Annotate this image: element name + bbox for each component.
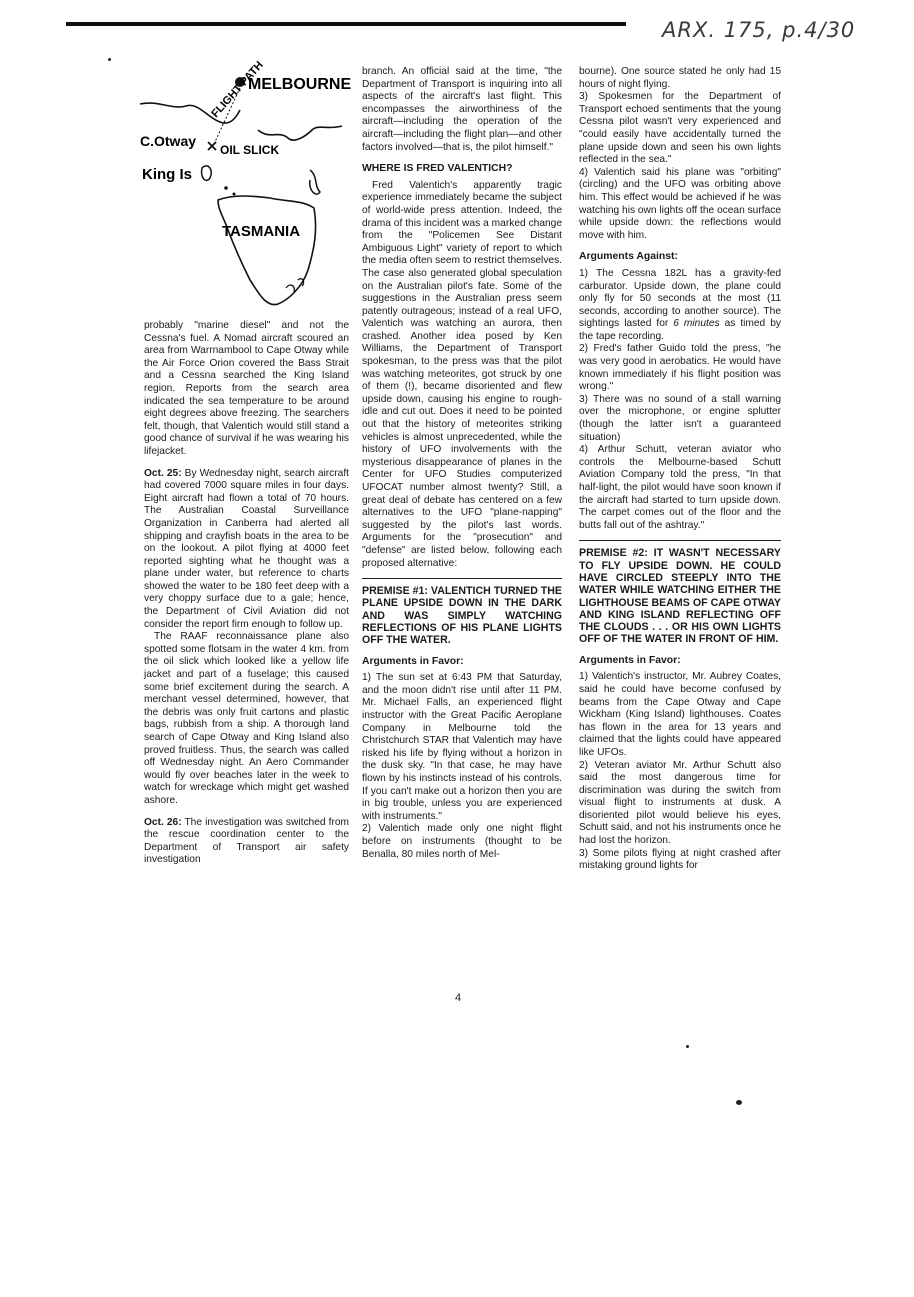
paragraph-text: The investigation was switched from the rescue coordination center to the Department of Transport air safety investigation <box>144 816 349 866</box>
melbourne-label: MELBOURNE <box>248 76 352 93</box>
paragraph: Fred Valentich's apparently tragic experience immediately became the subject of world-wide press attention. Indeed, the drama of this incident was a marked change from the "Policemen See Distant Ambiguous Light" variety of report to which the media often seem to restrict themselves. The case also generated global speculation on the Australian pilot's fate. Some of the suggestions in the Australian press seem patently outrageous; instead of a real UFO, Valentich was watching an aurora, then crashed. Another idea posed by Ken Williams, the Department of Transport spokesman, to the press was that the pilot was watching meteorites, got struck by one of them (!), became disoriented and flew upside down, causing his engine to rough-idle and cut out. Does it need to be pointed out that the history of meteorites striking vehicles is almost unprecedented, while the history of UFO involvements with the mysterious disappearance of planes in the Center for UFO Studies computerized UFOCAT number almost twenty? Still, a great deal of debate has centered on a few alternatives to the UFO "plane-napping" suggested by the pilot's last words. Arguments for the "prosecution" and "defense" are listed below, following each proposed alternative: <box>362 179 562 569</box>
arguments-heading: Arguments in Favor: <box>579 654 681 666</box>
column-1 <box>144 320 349 867</box>
paragraph: branch. An official said at the time, "the Department of Transport is inquiring into all aspects of the aircraft's last flight. This encompasses the airworthiness of the aircraft—including the operation of the aircraft—including the flight plan—and other factors involved—that is, the pilot himself." <box>362 66 562 153</box>
king-island-shape <box>202 166 212 180</box>
argument-item: 1) Valentich's instructor, Mr. Aubrey Coates, said he could have become confused by beams from the Cape Otway and Cape Wickham (King Island) lighthouses. Coates has flown in the area for 13 years and claimed that the lights could have appeared like UFOs. <box>579 671 781 758</box>
argument-text: as timed by the tape recording. <box>579 318 781 342</box>
islet-dot <box>233 193 236 196</box>
archive-reference: ARX. 175, p.4/30 <box>662 18 856 42</box>
arguments-heading: Arguments in Favor: <box>362 655 464 667</box>
paragraph: The RAAF reconnaissance plane also spotted some flotsam in the water 4 km. from the oil slick which looked like a yellow life jacket and part of a fuselage; this caused some brief excitement during the search. A merchant vessel determined, however, that the debris was only fruit cartons and plastic bags, rubbish from a ship. A thorough land search of Cape Otway and King Island also proved fruitless. Thus, the search was called off Wednesday night. An Aero Commander would fly over beaches later in the week to watch for wreckage which might get washed ashore. <box>144 631 349 806</box>
scan-speck <box>686 1045 689 1048</box>
flinders-island-shape <box>310 170 320 194</box>
argument-text: 1) The Cessna 182L has a gravity-fed carburator. Upside down, the plane could only fly for 50 seconds at the most (11 seconds, according to another source). The sightings lasted for <box>579 267 781 330</box>
map-drawing <box>138 60 352 316</box>
tasmania-label: TASMANIA <box>222 223 301 240</box>
column-2 <box>362 66 562 861</box>
argument-item <box>579 268 781 344</box>
islet-dot <box>224 186 228 190</box>
oil-slick-label: OIL SLICK <box>220 143 280 157</box>
emphasis-text: 6 minutes <box>673 318 720 330</box>
paragraph: probably "marine diesel" and not the Cessna's fuel. A Nomad aircraft scoured an area from Warrnambool to Cape Otway while the Air Force Orion covered the Bass Strait and a Cessna searched the King Island region. Reports from the search area indicated the sea temperature to be around eight degrees above freezing. The searchers felt, though, that Valentich would still stand a good chance of survival if he was wearing his lifejacket. <box>144 320 349 457</box>
paragraph-oct-26 <box>144 817 349 867</box>
flight-path-map <box>138 60 352 316</box>
argument-item: 2) Valentich made only one night flight before on instruments (thought to be Benalla, 80 miles north of Mel- <box>362 823 562 860</box>
tasmania-outline <box>218 196 316 305</box>
argument-item: 3) Spokesmen for the Department of Transport echoed sentiments that the young Cessna pilot wasn't very experienced and "could easily have accidentally turned the plane upside down and seen his own lights reflected in the sea." <box>579 91 781 166</box>
arguments-against-heading: Arguments Against: <box>579 251 678 263</box>
section-divider <box>362 578 562 579</box>
date-label: Oct. 25: <box>144 467 182 479</box>
page-number: 4 <box>455 992 462 1004</box>
cape-otway-label: C.Otway <box>140 133 197 149</box>
argument-item: 2) Fred's father Guido told the press, "he was very good in aerobatics. He would have known immediately if his flight position was wrong." <box>579 343 781 393</box>
paragraph-oct-25 <box>144 468 349 632</box>
scan-speck <box>736 1100 742 1105</box>
argument-item: 4) Valentich said his plane was "orbiting" (circling) and the UFO was orbiting above him. This effect would be achieved if he was watching his own lights off the ocean surface while upside down: the reflections would move with him. <box>579 166 781 241</box>
premise-1-heading: PREMISE #1: VALENTICH TURNED THE PLANE UPSIDE DOWN IN THE DARK AND WAS SIMPLY WATCHING REFLECTIONS OF HIS PLANE LIGHTS OFF THE WATER. <box>362 585 562 647</box>
column-3 <box>579 66 781 873</box>
argument-item: 3) Some pilots flying at night crashed after mistaking ground lights for <box>579 847 781 872</box>
argument-item: 1) The sun set at 6:43 PM that Saturday, and the moon didn't rise until after 11 PM. Mr. Michael Falls, an experienced flight instructor with the Great Pacific Aeroplane Company in Melbourne told the Christchurch STAR that Valentich may have risked his life by flying without a horizon in the dusk sky. "In that case, he may have flown by his instincts instead of his controls. If you can't make out a horizon then you are in big trouble, unless you are experienced with instruments." <box>362 672 562 822</box>
paragraph: bourne). One source stated he only had 15 hours of night flying. <box>579 66 781 90</box>
scan-speck <box>108 58 111 61</box>
argument-item: 2) Veteran aviator Mr. Arthur Schutt also said the most dangerous time for discrimination was during the switch from visual flight to instruments at dusk. A disoriented pilot would believe his eyes, Schutt said, and not his instruments once he had lost the horizon. <box>579 759 781 847</box>
argument-item: 4) Arthur Schutt, veteran aviator who controls the Melbourne-based Schutt Aviation Company told the press, "In that half-light, the pilot would have soon known if the aircraft had started to turn upside down. The carpet comes out of the floor and the butts fall out of the ashtray." <box>579 444 781 531</box>
king-island-label: King Is <box>142 166 193 183</box>
flight-path-label: FLIGHT PATH <box>209 60 266 121</box>
section-divider <box>579 540 781 541</box>
port-phillip-coastline <box>258 126 342 140</box>
paragraph-text: By Wednesday night, search aircraft had covered 7000 square miles in four days. Eight aircraft had flown a total of 70 hours. The Australian Coastal Surveillance Organization in Canberra had alerted all shipping and crayfish boats in the area to be on the lookout. A pilot flying at 4000 feet reported sighting what he thought was a plane under water, but reference to charts showed the water to be 180 feet deep with a very choppy surface due to a gale; hence, the Department of Civil Aviation did not consider the report firm enough to follow up. <box>144 467 349 630</box>
section-heading: WHERE IS FRED VALENTICH? <box>362 163 513 175</box>
argument-item: 3) There was no sound of a stall warning over the microphone, or engine splutter (though the latter isn't a guaranteed situation) <box>579 393 781 443</box>
date-label: Oct. 26: <box>144 816 182 828</box>
top-rule <box>66 22 626 26</box>
premise-2-heading: PREMISE #2: IT WASN'T NECESSARY TO FLY UPSIDE DOWN. HE COULD HAVE CIRCLED STEEPLY INTO THE WATER WHILE WATCHING EITHER THE LIGHTHOUSE BEAMS OF CAPE OTWAY AND KING ISLAND REFLECTING OFF THE CLOUDS . . . OR HIS OWN LIGHTS OFF OF THE WATER IN FRONT OF HIM. <box>579 547 781 646</box>
